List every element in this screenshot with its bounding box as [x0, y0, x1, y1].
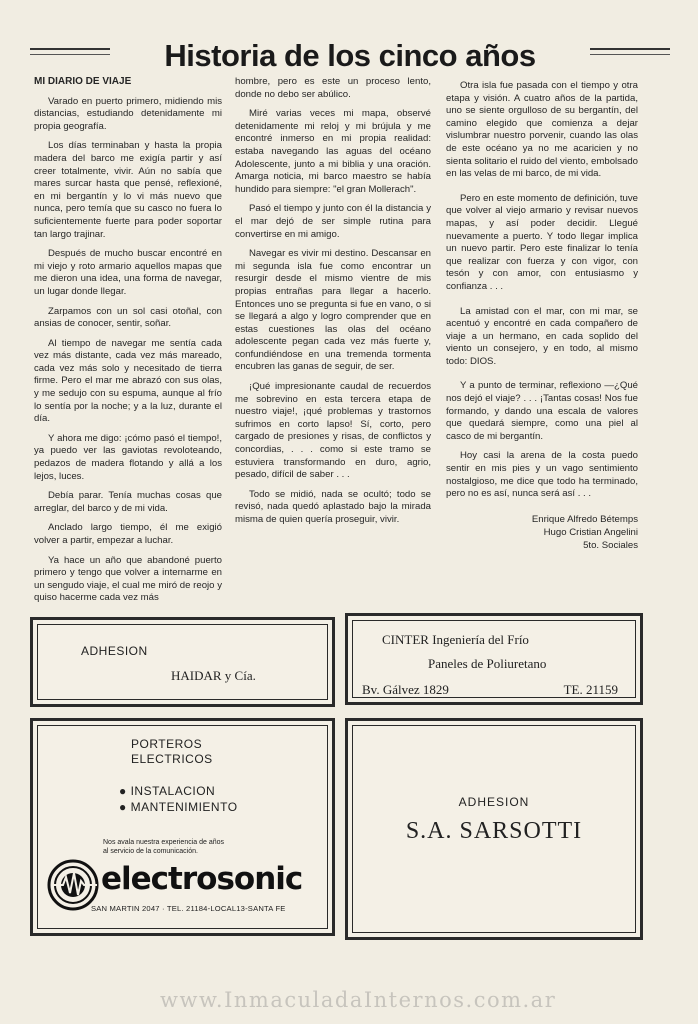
ad-sarsotti-name: S.A. SARSOTTI	[405, 818, 583, 844]
watermark: www.InmaculadaInternos.com.ar	[160, 988, 557, 1012]
tagline-2: al servicio de la comunicación.	[103, 848, 198, 855]
ad-electrosonic-address: SAN MARTIN 2047 · TEL. 21184-LOCAL13-SANTA FE	[91, 904, 286, 913]
paragraph: Los días terminaban y hasta la propia madera del barco me exigía partir y así creer totalmente, vivir. Aún no sabía que mares surcar hasta que pensé, reflexioné, en mi bergantín y lo vi más nuevo que nunca, pero temía que su casco no fuera lo suficientemente fuerte para poder soportar tan largo trajinar.	[34, 140, 222, 240]
paragraph: La amistad con el mar, con mi mar, se acentuó y encontré en cada compañero de viaje a un hermano, en cada soplido del viento un consejero, y en todo, al mismo todo: DIOS.	[446, 305, 638, 367]
article-column-2	[235, 76, 431, 534]
ad-sarsotti-adhesion: ADHESION	[458, 795, 530, 809]
signature	[446, 513, 638, 552]
paragraph: Pasó el tiempo y junto con él la distancia y el mar dejó de ser simple rutina para convertirse en mi amigo.	[235, 203, 431, 240]
paragraph: hombre, pero es este un proceso lento, donde no debo ser abúlico.	[235, 76, 431, 100]
ad-electrosonic-line2: ELECTRICOS	[131, 752, 213, 766]
ad-cinter-name: CINTER Ingeniería del Frío	[382, 632, 529, 647]
paragraph: Y a punto de terminar, reflexiono —¿Qué nos dejó el viaje? . . . ¡Tantas cosas! Nos fue formando, y dando una escala de valores que quedará siempre, como una piel al casco de mi bergantín.	[446, 380, 638, 442]
ad-electrosonic-tagline	[103, 838, 293, 856]
tagline-1: Nos avala nuestra experiencia de años	[103, 839, 225, 846]
article-column-1	[34, 76, 222, 612]
article-title: Historia de los cinco años	[110, 38, 590, 74]
paragraph: Ya hace un año que abandoné puerto primero y tengo que volver a internarme en un sengudo viaje, el cual me miró de reojo y quiso hacerme cada vez más	[34, 554, 222, 604]
paragraph: Y ahora me digo: ¡cómo pasó el tiempo!, ya puedo ver las gaviotas revoloteando, pedazos de madera flotando y allá a los lejos, luces.	[34, 432, 222, 482]
ad-electrosonic-brand: electrosonic	[101, 861, 303, 897]
ad-haidar	[30, 617, 335, 707]
ad-electrosonic-bullet-2: ● MANTENIMIENTO	[119, 800, 238, 814]
ad-electrosonic-heading	[131, 737, 213, 767]
author-2: Hugo Cristian Angelini	[543, 526, 638, 538]
author-course: 5to. Sociales	[583, 539, 638, 551]
ad-electrosonic	[30, 718, 335, 936]
ad-cinter-phone: TE. 21159	[563, 682, 618, 697]
paragraph: Varado en puerto primero, midiendo mis distancias, estudiando detenidamente mi propia geografía.	[34, 95, 222, 132]
ad-electrosonic-bullet-1: ● INSTALACION	[119, 784, 216, 798]
paragraph: Anclado largo tiempo, él me exigió volver a partir, empezar a luchar.	[34, 522, 222, 546]
paragraph: Pero en este momento de definición, tuve que volver al viejo armario y revisar nuevos mapas, y así poder decidir. Llegué nuevamente a puerto. Y todo llegar implica un nuevo partir. Pero este finalizar lo tenía que realizar con fuerza y con vigor, con tesón y con amor, con entusiasmo y confianza . . .	[446, 192, 638, 292]
bullet-text: INSTALACION	[130, 784, 216, 798]
ad-haidar-adhesion: ADHESION	[81, 644, 148, 658]
paragraph: Hoy casi la arena de la costa puedo sentir en mis pies y un vago sentimiento nostalgioso, me dice que todo ha terminado, pero no es así, nunca será así . . .	[446, 450, 638, 500]
ad-haidar-name: HAIDAR y Cía.	[171, 668, 256, 683]
paragraph: Después de mucho buscar encontré en mi viejo y roto armario aquellos mapas que me dieron una idea, una forma de navegar, un lugar donde llegar.	[34, 248, 222, 297]
paragraph: Al tiempo de navegar me sentía cada vez más distante, cada vez más mareado, cada vez más solo y necesitado de tierra firme. Pero el mar me abrazó con sus olas, y me sedujo con su espuma, aunque al frío lo sentía por la noche; y a la luz, durante el día.	[34, 337, 222, 425]
ad-cinter-address: Bv. Gálvez 1829	[362, 682, 449, 697]
ad-border	[37, 624, 328, 700]
ad-cinter-product: Paneles de Poliuretano	[428, 656, 547, 671]
ad-electrosonic-line1: PORTEROS	[131, 737, 203, 751]
article-subhead: MI DIARIO DE VIAJE	[34, 76, 132, 87]
bullet-text: MANTENIMIENTO	[130, 800, 238, 814]
paragraph: Miré varias veces mi mapa, observé detenidamente mi reloj y mi brújula y me encontré inmerso en mi propia realidad: estaba navegando las aguas del océano Adolescente, junto a mi biblia y una oración. Amarga noticia, mi barco maestro se había hundido para siempre: "el gran Mollerach".	[235, 108, 431, 195]
article-column-3	[446, 80, 638, 552]
paragraph: Todo se midió, nada se ocultó; todo se revisó, nada quedó aplastado bajo la mirada misma de quien quería proseguir, vivir.	[235, 488, 431, 525]
paragraph: Navegar es vivir mi destino. Descansar en mi segunda isla fue como encontrar un resurgir desde el mismo vientre de mis propias entrañas para llegar a hacerlo. Entonces uno se pregunta si fue en vano, o si se llegará a algo y logro comprender que en estas cuestiones las olas del océano adolescente pegan cada vez más fuerte y, confundiéndose en una tremenda tormenta encubren las ganas de seguir, de ser.	[235, 248, 431, 373]
paragraph: Debía parar. Tenía muchas cosas que arreglar, del barco y de mi vida.	[34, 490, 222, 514]
paragraph: ¡Qué impresionante caudal de recuerdos me sobrevino en esta tercera etapa de nuestro viaje!, ¡qué problemas y trastornos sufrimos en corto lapso! Sí, corto, pero cargado de presiones y risas, de conflictos y concordias, . . . como si este tramo se estuviera transformando en duro, agrio, pesado, difícil de saber . . .	[235, 381, 431, 481]
ad-sarsotti	[345, 718, 643, 940]
paragraph: Zarpamos con un sol casi otoñal, con ansias de conocer, sentir, soñar.	[34, 305, 222, 330]
ad-cinter	[345, 613, 643, 705]
paragraph: Otra isla fue pasada con el tiempo y otra etapa y visión. A cuatro años de la partida, uno se siente orgulloso de su bergantín, del camino elegido que comienza a dejar vislumbrar nuestro porvenir, cuando las olas de este océano ya no me acaricien y no sienta solitario el ruido del viento, embolsado en las velas de mi barco, de mi vida.	[446, 80, 638, 180]
author-1: Enrique Alfredo Bétemps	[531, 513, 638, 525]
